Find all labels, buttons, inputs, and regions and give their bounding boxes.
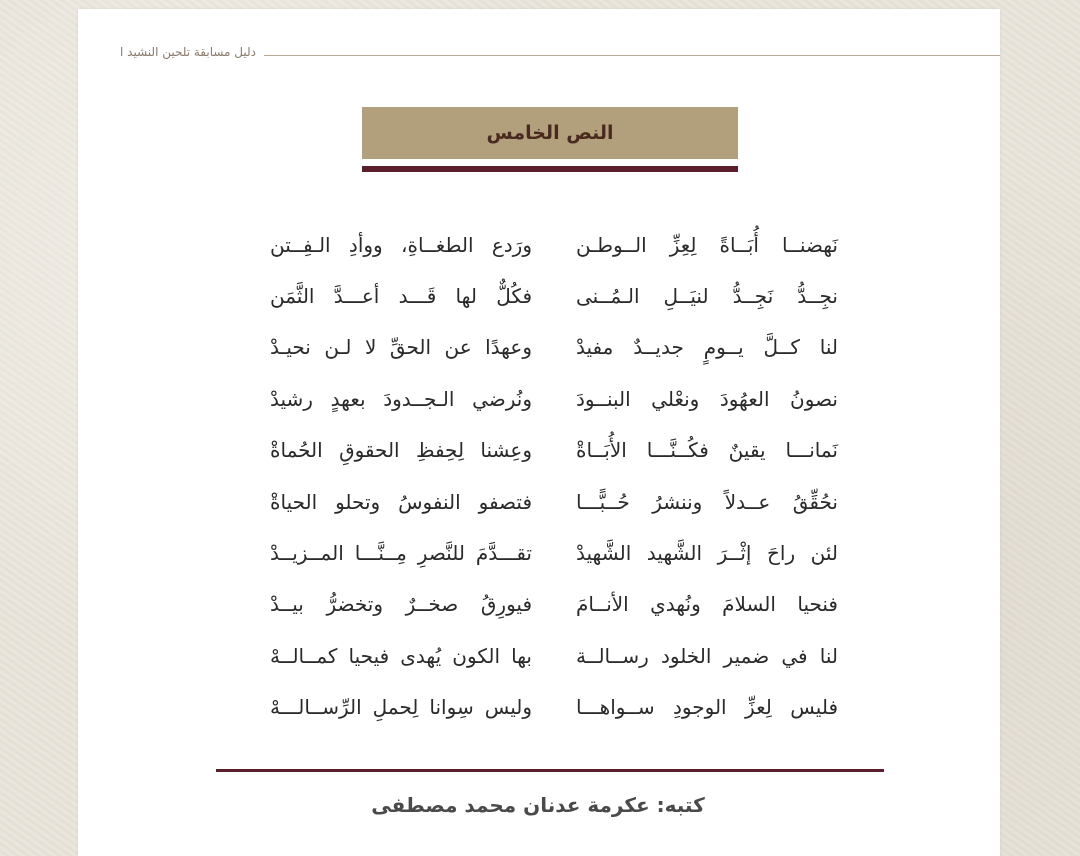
verse-first-hemistich: نَهضنــا أُبَــاةً لِعِزِّ الــوطـن bbox=[576, 232, 838, 257]
verse-line bbox=[258, 219, 838, 270]
verse-second-hemistich: تقـــدَّمَ للنَّصرِ مِــنَّـــا المــزيــدْ bbox=[270, 541, 532, 566]
verse-second-hemistich: ونُرضي الـجــدودَ بعهدٍ رشيدْ bbox=[270, 386, 532, 411]
verse-first-hemistich: نحُقِّقُ عــدلاً وننشرُ حُــبًّـــا bbox=[576, 489, 838, 514]
title-underline bbox=[362, 166, 738, 172]
verse-first-hemistich: لئن راحَ إثْــرَ الشَّهيد الشَّهيدْ bbox=[576, 541, 838, 566]
poem-body bbox=[258, 219, 838, 733]
verse-line bbox=[258, 527, 838, 578]
poem-title: النص الخامس bbox=[362, 107, 738, 159]
verse-first-hemistich: نصونُ العهُودَ ونعْلي البنــودَ bbox=[576, 386, 838, 411]
verse-second-hemistich: وعهدًا عن الحقِّ لا لـن نحيـدْ bbox=[270, 335, 532, 360]
verse-first-hemistich: نجِــدُّ نَجِــدُّ لنيَــلِ الـمُــنى bbox=[576, 284, 838, 309]
verse-line bbox=[258, 579, 838, 630]
verse-second-hemistich: ورَدع الطغــاةِ، ووأدِ الـفِــتن bbox=[270, 232, 532, 257]
verse-line bbox=[258, 425, 838, 476]
verse-second-hemistich: فكُلٌّ لها قَـــد أعـــدَّ الثَّمَن bbox=[270, 284, 532, 309]
verse-line bbox=[258, 682, 838, 733]
verse-line bbox=[258, 630, 838, 681]
verse-first-hemistich: نَمانـــا يقينٌ فكُــنَّـــا الأُبَــاةْ bbox=[576, 438, 838, 463]
verse-first-hemistich: لنا في ضمير الخلود رســالــة bbox=[576, 643, 838, 668]
verse-line bbox=[258, 476, 838, 527]
verse-second-hemistich: فتصفو النفوسُ وتحلو الحياةْ bbox=[270, 489, 532, 514]
verse-line bbox=[258, 270, 838, 321]
author-credit: كتبه: عكرمة عدنان محمد مصطفى bbox=[371, 793, 705, 817]
running-header: دليل مسابقة تلحين النشيد ا bbox=[120, 45, 256, 59]
verse-line bbox=[258, 322, 838, 373]
header-rule bbox=[264, 55, 1000, 56]
footer-rule bbox=[216, 769, 884, 772]
verse-first-hemistich: فليس لِعزِّ الوجودِ ســواهـــا bbox=[576, 695, 838, 720]
verse-first-hemistich: فنحيا السلامَ ونُهدي الأنــامَ bbox=[576, 592, 838, 617]
verse-second-hemistich: وليس سِوانا لِحملِ الرِّســالـــهْ bbox=[270, 695, 532, 720]
verse-second-hemistich: وعِشنا لِحِفظِ الحقوقِ الحُماةْ bbox=[270, 438, 532, 463]
verse-first-hemistich: لنا كــلَّ يــومٍ جديــدٌ مفيدْ bbox=[576, 335, 838, 360]
document-page bbox=[78, 9, 1000, 856]
verse-line bbox=[258, 373, 838, 424]
verse-second-hemistich: فيورِقُ صخــرٌ وتخضرُّ بيــدْ bbox=[270, 592, 532, 617]
verse-second-hemistich: بها الكون يُهدى فيحيا كمــالــهْ bbox=[270, 643, 532, 668]
